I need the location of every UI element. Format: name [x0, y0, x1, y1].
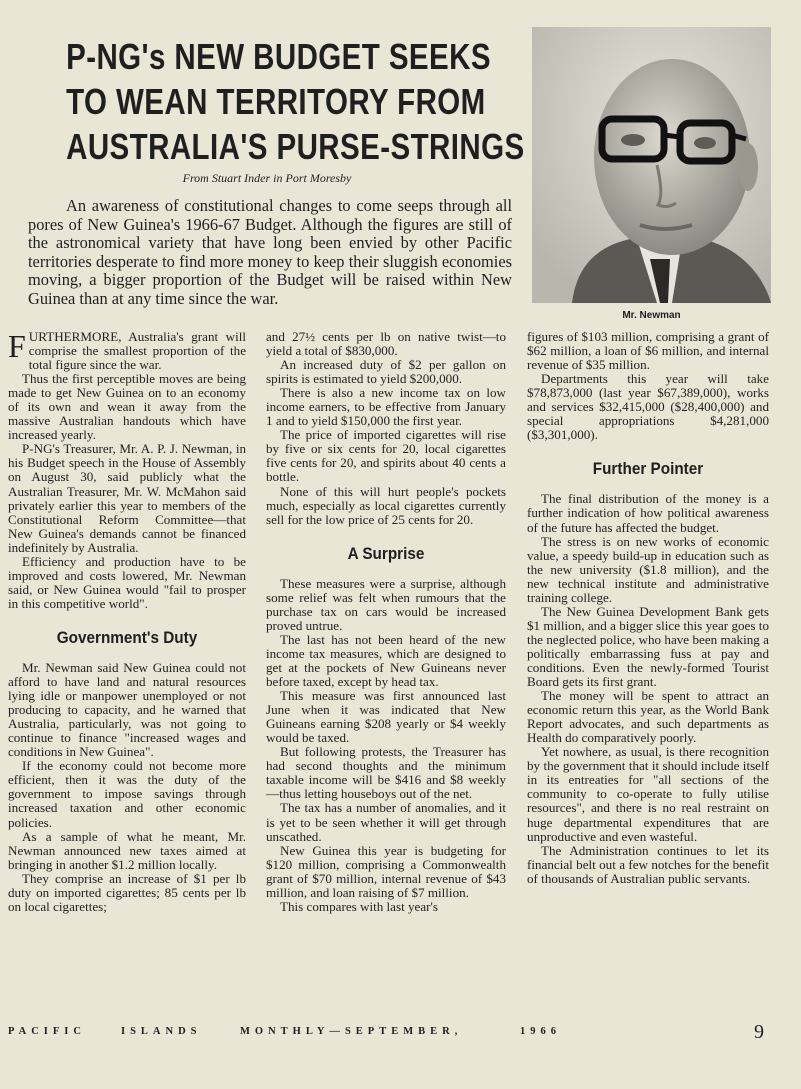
- headline-line-3: AUSTRALIA'S PURSE-STRINGS: [66, 126, 525, 167]
- intro-paragraph: An awareness of constitutional changes to come seeps through all pores of New Guinea's 1966-67 Budget. Although the figures are still of the astronomical variety that have long been envied by other Pacific territories desperate to find more money to keep their sluggish economies moving, a bigger proportion of the Budget will be raised within New Guinea than at any time since the war.: [28, 196, 512, 308]
- subheading: Further Pointer: [592, 459, 704, 479]
- portrait-illustration: [532, 27, 771, 303]
- footer-year: 1966: [520, 1026, 561, 1037]
- paragraph: and 27½ cents per lb on native twist—to yield a total of $830,000.: [266, 329, 506, 359]
- byline: From Stuart Inder in Port Moresby: [182, 171, 352, 185]
- paragraph: The money will be spent to attract an economic return this year, as the World Bank Report advocates, and such departments as Health do comparatively poorly.: [527, 688, 769, 746]
- paragraph: This compares with last year's: [280, 898, 438, 914]
- column-2: [266, 330, 506, 914]
- paragraph: FURTHERMORE, Australia's grant will comprise the smallest proportion of the total figure since the war.: [8, 328, 246, 373]
- paragraph: The stress is on new works of economic value, a speedy build-up in education such as the new university ($1.8 million), and the new technical institute and administrative training college.: [527, 533, 769, 605]
- paragraph: The tax has a number of anomalies, and it is yet to be seen whether it will get through unscathed.: [266, 800, 506, 844]
- paragraph: They comprise an increase of $1 per lb duty on imported cigarettes; 85 cents per lb on local cigarettes;: [8, 870, 246, 914]
- paragraph: None of this will hurt people's pockets much, especially as local cigarettes currently sell for the low price of 25 cents for 20.: [266, 483, 506, 527]
- paragraph: figures of $103 million, comprising a grant of $62 million, a loan of $6 million, and internal revenue of $35 million.: [527, 329, 769, 373]
- paragraph: The Administration continues to let its financial belt out a few notches for the benefit of thousands of Australian public servants.: [527, 842, 769, 886]
- paragraph: Thus the first perceptible moves are being made to get New Guinea on to an economy of its own and wean it away from the massive Australian handouts which have increased yearly.: [8, 371, 246, 443]
- paragraph: Yet nowhere, as usual, is there recognition by the government that it should include itself in its entreaties for "all sections of the community to co-operate to fully utilise resources", and there is no real restraint on huge departmental expenditures that are unproductive and even wasteful.: [527, 744, 769, 844]
- paragraph: P-NG's Treasurer, Mr. A. P. J. Newman, in his Budget speech in the House of Assembly on August 30, said publicly what the Australian Treasurer, Mr. W. McMahon said privately earlier this year to members of the Constitutional Reform Committee—that New Guinea's demands cannot be financed indefinitely by Australia.: [8, 441, 246, 555]
- paragraph: This measure was first announced last June when it was indicated that New Guineans earning $208 yearly or $4 weekly would be taxed.: [266, 688, 506, 746]
- footer-pacific: PACIFIC: [8, 1026, 86, 1037]
- headline: [66, 34, 525, 169]
- page-footer: [8, 1022, 778, 1046]
- paragraph: But following protests, the Treasurer has had second thoughts and the minimum taxable income will be $416 and $8 weekly—thus letting houseboys out of the net.: [266, 744, 506, 802]
- footer-monthly: MONTHLY—SEPTEMBER,: [240, 1026, 463, 1037]
- paragraph: The price of imported cigarettes will rise by five or six cents for 20, local cigarettes five cents for 20, and spirits about 40 cents a bottle.: [266, 427, 506, 485]
- photo-caption: Mr. Newman: [622, 310, 681, 321]
- paragraph: An increased duty of $2 per gallon on spirits is estimated to yield $200,000.: [266, 357, 506, 387]
- paragraph: If the economy could not become more efficient, then it was the duty of the government to impose savings through increased taxation and other economic policies.: [8, 758, 246, 830]
- paragraph: There is also a new income tax on low income earners, to be effective from January 1 and to yield $150,000 the first year.: [266, 385, 506, 429]
- column-1: [8, 330, 246, 914]
- paragraph: The New Guinea Development Bank gets $1 million, and a bigger slice this year goes to the neglected police, who have been making a politically embarrassing fuss at pay and conditions. Even the newly-formed Tourist Board gets its first grant.: [527, 603, 769, 690]
- paragraph: Efficiency and production have to be improved and costs lowered, Mr. Newman said, or New Guinea would "fail to prosper in this competitive world".: [8, 553, 246, 611]
- paragraph: These measures were a surprise, although some relief was felt when rumours that the purchase tax on cars would be increased proved untrue.: [266, 575, 506, 633]
- paragraph: New Guinea this year is budgeting for $120 million, comprising a Commonwealth grant of $70 million, internal revenue of $43 million, and loan raising of $7 million.: [266, 842, 506, 900]
- paragraph: As a sample of what he meant, Mr. Newman announced new taxes aimed at bringing in another $1.2 million locally.: [8, 828, 246, 872]
- page-number: 9: [754, 1021, 764, 1043]
- headline-line-1: P-NG's NEW BUDGET SEEKS: [66, 36, 491, 77]
- drop-cap: F: [8, 328, 26, 364]
- subheading: Government's Duty: [56, 627, 198, 647]
- paragraph: Mr. Newman said New Guinea could not afford to have land and natural resources lying idle or manpower unemployed or not producing to capacity, and he warned that Australia, particularly, was not going to continue to finance "increased wages and conditions in New Guinea".: [8, 659, 246, 760]
- portrait-photo: [532, 27, 771, 303]
- subheading: A Surprise: [347, 543, 425, 563]
- paragraph: The last has not been heard of the new income tax measures, which are designed to get at the pockets of New Guineans never before taxed, except by head tax.: [266, 631, 506, 690]
- footer-islands: ISLANDS: [121, 1026, 202, 1037]
- headline-line-2: TO WEAN TERRITORY FROM: [66, 81, 486, 122]
- paragraph: The final distribution of the money is a further indication of how political awareness of the future has affected the budget.: [527, 491, 769, 535]
- paragraph: Departments this year will take $78,873,000 (last year $67,389,000), works and services $32,415,000 ($28,400,000) and special appropriations $4,281,000 ($3,301,000).: [527, 371, 769, 443]
- column-3: [527, 330, 769, 886]
